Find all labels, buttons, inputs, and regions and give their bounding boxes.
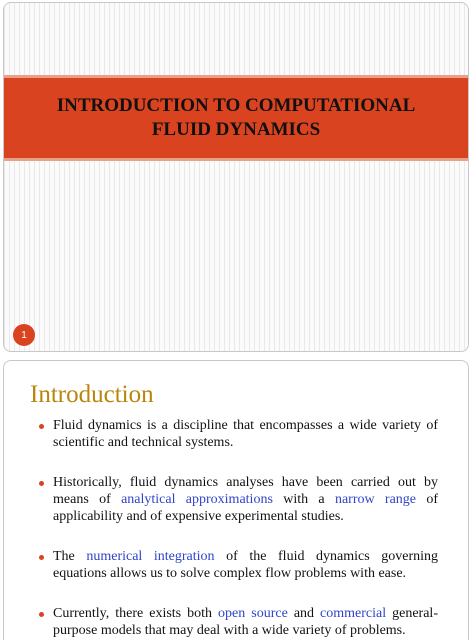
highlighted-term: numerical integration [86,549,215,564]
bullet-text: of the fluid dynamics governing equations allows us to solve complex flow problems with ease. [53,549,439,581]
highlighted-term: analytical approximations [121,492,273,507]
bullet-text: of applicability and of expensive experimental studies. [53,492,438,524]
highlighted-term: narrow range [334,492,416,507]
bullet-text: general-purpose models that may deal with a wide variety of problems. [53,606,438,638]
bullet-text: The [53,549,87,564]
slide-title-line-1: INTRODUCTION TO COMPUTATIONAL [56,95,416,116]
highlighted-term: open source [218,606,288,621]
bullet-item [28,474,438,525]
title-slide [3,2,469,352]
highlighted-term: commercial [320,606,387,621]
page-number-badge: 1 [13,324,35,346]
introduction-slide [3,360,469,640]
slide-title-line-2: FLUID DYNAMICS [151,119,321,140]
bullet-item [28,605,438,639]
bullet-text: Historically, fluid dynamics analyses have been carried out by means of [53,475,438,507]
bullet-text: Fluid dynamics is a discipline that encompasses a wide variety of scientific and technical systems. [53,418,438,450]
bullet-text: and [287,606,321,621]
bullet-item [28,548,438,582]
slide-title [57,94,416,142]
section-heading: Introduction [30,381,154,408]
title-band [4,75,468,161]
bullet-item [28,417,438,451]
bullet-text: Currently, there exists both [53,606,219,621]
bullet-list [28,417,438,640]
bullet-text: with a [272,492,335,507]
